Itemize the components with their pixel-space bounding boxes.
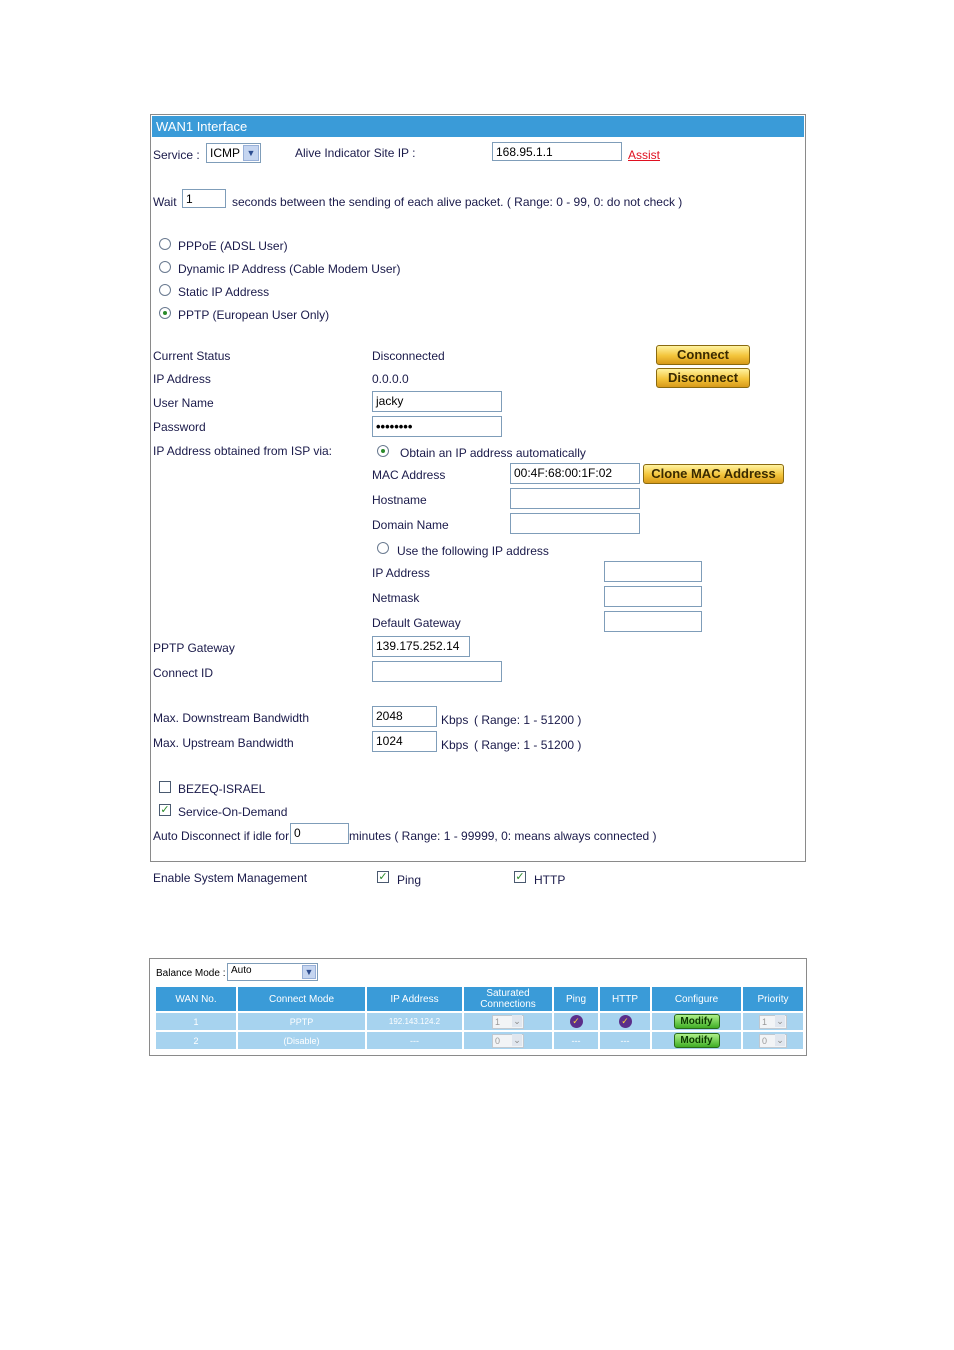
pptp-gateway-input[interactable]: 139.175.252.14 xyxy=(372,636,470,657)
upstream-unit: Kbps xyxy=(441,738,469,752)
ip-address-label: IP Address xyxy=(153,372,211,386)
header-connect-mode: Connect Mode xyxy=(238,987,365,1011)
radio-obtain-auto-label: Obtain an IP address automatically xyxy=(400,446,586,460)
password-label: Password xyxy=(153,420,206,434)
ip-address-value: 0.0.0.0 xyxy=(372,372,409,386)
radio-static-ip[interactable] xyxy=(159,284,171,296)
downstream-range: ( Range: 1 - 51200 ) xyxy=(474,713,582,727)
radio-dynamic-ip[interactable] xyxy=(159,261,171,273)
auto-disconnect-note: minutes ( Range: 1 - 99999, 0: means always connected ) xyxy=(349,829,657,843)
priority-select[interactable]: 1 ⌄ xyxy=(759,1015,787,1029)
downstream-bandwidth-label: Max. Downstream Bandwidth xyxy=(153,711,310,725)
cell-wan-no: 2 xyxy=(156,1032,236,1049)
bezeq-label: BEZEQ-ISRAEL xyxy=(178,782,266,796)
cell-ping xyxy=(554,1013,598,1030)
service-label: Service : xyxy=(153,148,200,162)
header-ip-address: IP Address xyxy=(367,987,462,1011)
cell-saturated xyxy=(464,1032,552,1049)
radio-pppoe[interactable] xyxy=(159,238,171,250)
hostname-input[interactable] xyxy=(510,488,640,509)
static-ip-label: IP Address xyxy=(372,566,430,580)
disconnect-button[interactable]: Disconnect xyxy=(656,368,750,388)
downstream-bandwidth-input[interactable]: 2048 xyxy=(372,706,437,727)
balance-mode-select[interactable] xyxy=(227,963,318,981)
balance-mode-value: Auto xyxy=(231,965,252,976)
auto-disconnect-input[interactable]: 0 xyxy=(290,823,349,844)
clone-mac-button[interactable]: Clone MAC Address xyxy=(643,464,784,484)
header-ping: Ping xyxy=(554,987,598,1011)
header-http: HTTP xyxy=(600,987,650,1011)
header-saturated-connections: Saturated Connections xyxy=(464,987,552,1011)
ping-checkbox[interactable]: ✓ xyxy=(378,871,388,883)
isp-via-label: IP Address obtained from ISP via: xyxy=(153,444,332,458)
user-name-label: User Name xyxy=(153,396,214,410)
radio-dynamic-ip-label: Dynamic IP Address (Cable Modem User) xyxy=(178,262,401,276)
assist-link[interactable]: Assist xyxy=(628,148,661,162)
alive-indicator-label: Alive Indicator Site IP : xyxy=(295,146,416,160)
modify-button[interactable]: Modify xyxy=(674,1014,720,1029)
header-priority: Priority xyxy=(743,987,803,1011)
cell-wan-no: 1 xyxy=(156,1013,236,1030)
cell-configure xyxy=(652,1032,741,1049)
alive-indicator-input[interactable]: 168.95.1.1 xyxy=(492,142,622,161)
modify-button[interactable]: Modify xyxy=(674,1033,720,1048)
chevron-down-icon: ▼ xyxy=(243,145,259,161)
cell-ip-address: 192.143.124.2 xyxy=(367,1013,462,1030)
radio-use-following-label: Use the following IP address xyxy=(397,544,549,558)
wait-input[interactable]: 1 xyxy=(182,189,226,208)
wan1-interface-panel xyxy=(150,114,806,887)
service-select[interactable] xyxy=(206,143,261,163)
cell-connect-mode: PPTP xyxy=(238,1013,365,1030)
ping-label: Ping xyxy=(397,873,422,887)
radio-obtain-auto[interactable] xyxy=(377,445,389,457)
cell-priority xyxy=(743,1032,803,1049)
connect-id-label: Connect ID xyxy=(153,666,214,680)
service-value: ICMP xyxy=(210,146,240,160)
table-row xyxy=(156,1032,803,1049)
default-gateway-label: Default Gateway xyxy=(372,616,461,630)
service-on-demand-checkbox[interactable]: ✓ xyxy=(160,804,170,816)
password-input[interactable]: •••••••• xyxy=(372,416,502,437)
domain-name-label: Domain Name xyxy=(372,518,449,532)
service-on-demand-label: Service-On-Demand xyxy=(178,805,288,819)
table-header-row xyxy=(156,987,803,1011)
downstream-unit: Kbps xyxy=(441,713,469,727)
current-status-value: Disconnected xyxy=(372,349,445,363)
netmask-label: Netmask xyxy=(372,591,420,605)
cell-configure xyxy=(652,1013,741,1030)
pptp-gateway-label: PPTP Gateway xyxy=(153,641,235,655)
saturated-select[interactable]: 0 ⌄ xyxy=(492,1034,524,1048)
http-label: HTTP xyxy=(534,873,566,887)
balance-mode-panel xyxy=(149,958,807,1056)
connect-id-input[interactable] xyxy=(372,661,502,682)
cell-saturated xyxy=(464,1013,552,1030)
netmask-input[interactable] xyxy=(604,586,702,607)
upstream-bandwidth-label: Max. Upstream Bandwidth xyxy=(153,736,294,750)
table-row xyxy=(156,1013,803,1030)
radio-pppoe-label: PPPoE (ADSL User) xyxy=(178,239,288,253)
wan-table xyxy=(154,985,805,1051)
radio-pptp[interactable] xyxy=(159,307,171,319)
http-checkbox[interactable]: ✓ xyxy=(515,871,525,883)
cell-ping: --- xyxy=(554,1032,598,1049)
wait-note: seconds between the sending of each alive packet. ( Range: 0 - 99, 0: do not check ) xyxy=(232,195,683,209)
mac-address-input[interactable]: 00:4F:68:00:1F:02 xyxy=(510,463,640,484)
chevron-down-icon: ▼ xyxy=(302,965,316,979)
default-gateway-input[interactable] xyxy=(604,611,702,632)
cell-http xyxy=(600,1013,650,1030)
panel-title: WAN1 Interface xyxy=(152,116,804,137)
user-name-input[interactable]: jacky xyxy=(372,391,502,412)
priority-select[interactable]: 0 ⌄ xyxy=(759,1034,787,1048)
domain-name-input[interactable] xyxy=(510,513,640,534)
static-ip-input[interactable] xyxy=(604,561,702,582)
upstream-bandwidth-input[interactable]: 1024 xyxy=(372,731,437,752)
ping-icon: ✓ xyxy=(570,1015,583,1028)
header-wan-no: WAN No. xyxy=(156,987,236,1011)
cell-ip-address: --- xyxy=(367,1032,462,1049)
mac-address-label: MAC Address xyxy=(372,468,446,482)
hostname-label: Hostname xyxy=(372,493,427,507)
upstream-range: ( Range: 1 - 51200 ) xyxy=(474,738,582,752)
http-icon: ✓ xyxy=(619,1015,632,1028)
bezeq-checkbox[interactable] xyxy=(159,781,171,793)
balance-mode-label: Balance Mode : xyxy=(156,968,226,979)
connect-button[interactable]: Connect xyxy=(656,345,750,365)
radio-pptp-label: PPTP (European User Only) xyxy=(178,308,330,322)
wait-label: Wait xyxy=(153,195,177,209)
header-configure: Configure xyxy=(652,987,741,1011)
cell-priority xyxy=(743,1013,803,1030)
radio-use-following[interactable] xyxy=(377,542,389,554)
saturated-select[interactable]: 1 ⌄ xyxy=(492,1015,524,1029)
system-management-label: Enable System Management xyxy=(153,871,308,885)
current-status-label: Current Status xyxy=(153,349,231,363)
cell-connect-mode: (Disable) xyxy=(238,1032,365,1049)
cell-http: --- xyxy=(600,1032,650,1049)
radio-static-ip-label: Static IP Address xyxy=(178,285,270,299)
auto-disconnect-label: Auto Disconnect if idle for xyxy=(153,829,290,843)
